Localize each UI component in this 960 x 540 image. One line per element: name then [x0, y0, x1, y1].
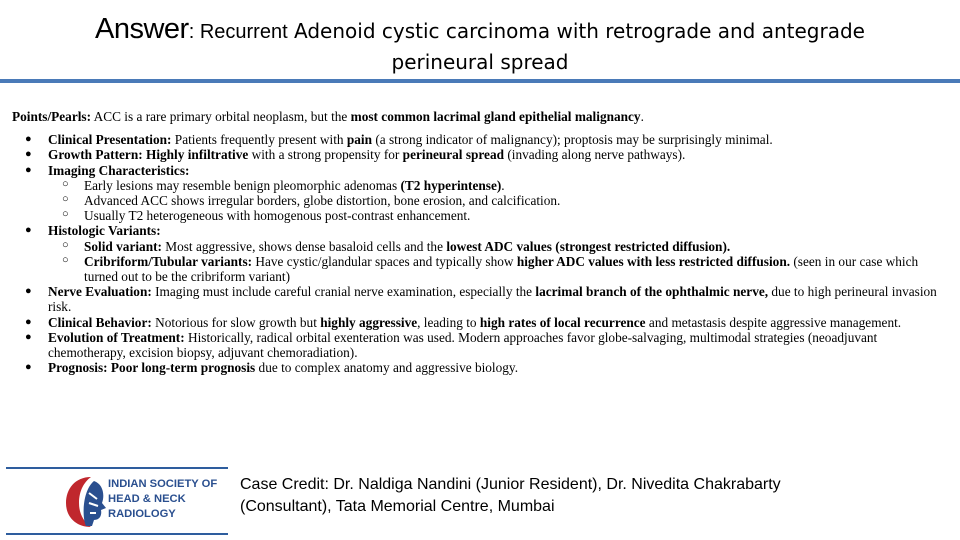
bullet-label: Evolution of Treatment: [48, 329, 185, 345]
bullet-text: Historically, radical orbital exenteration was used. Modern approaches favor globe-salvaging, multimodal strategies (neoadjuvant chemotherapy, excision biopsy, adjuvant chemoradiation). [48, 329, 878, 361]
case-credit-line-1: Case Credit: Dr. Naldiga Nandini (Junior Resident), Dr. Nivedita Chakrabarty [240, 476, 781, 493]
sub-bullet-advanced-acc [48, 193, 947, 208]
sub-bullet-bold: higher ADC values with less restricted diffusion. [516, 253, 791, 269]
intro-end: . [640, 109, 644, 124]
intro-text: ACC is a rare primary orbital neoplasm, but the [91, 109, 351, 124]
bullet-label: Growth Pattern: [48, 147, 143, 163]
bullet-dot-icon: ● [25, 148, 32, 161]
intro-paragraph [12, 109, 947, 124]
intro-bold: most common lacrimal gland epithelial malignancy [350, 109, 641, 124]
bullet-prognosis [12, 360, 947, 375]
sub-bullet-text: . [501, 177, 505, 193]
title-divider [0, 79, 960, 83]
bullet-text: (a strong indicator of malignancy); proptosis may be surprisingly minimal. [372, 132, 773, 148]
bullet-text: , leading to [417, 314, 480, 330]
case-credit-line-2: (Consultant), Tata Memorial Centre, Mumbai [240, 498, 555, 515]
sub-bullet-text: Advanced ACC shows irregular borders, globe distortion, bone erosion, and calcification. [84, 193, 561, 209]
sub-list-histologic [48, 239, 947, 285]
bullet-dot-icon: ● [25, 224, 32, 237]
sub-list-imaging [48, 178, 947, 224]
bullet-text: (invading along nerve pathways). [504, 147, 686, 163]
bullet-text: Patients frequently present with [171, 132, 347, 148]
bullet-imaging-characteristics [12, 163, 947, 224]
head-profile-logo-icon [61, 473, 107, 531]
sub-bullet-text: Usually T2 heterogeneous with homogenous post-contrast enhancement. [84, 208, 471, 224]
bullet-label: Imaging Characteristics: [48, 162, 190, 178]
bullet-clinical-behavior [12, 315, 947, 330]
bullet-bold: pain [346, 132, 373, 148]
title-rest-line1: Adenoid cystic carcinoma with retrograde and antegrade [287, 19, 865, 43]
bullet-bold: high rates of local recurrence [479, 314, 646, 330]
bullet-dot-icon: ● [25, 285, 32, 298]
society-name-line-1: INDIAN SOCIETY OF [108, 478, 218, 490]
sub-bullet-bold: lowest ADC values (strongest restricted diffusion). [446, 238, 731, 254]
sub-bullet-text: Most aggressive, shows dense basaloid cells and the [161, 238, 447, 254]
bullet-bold: Poor long-term prognosis [107, 360, 256, 376]
bullet-nerve-evaluation [12, 284, 947, 314]
bullet-text: due to complex anatomy and aggressive biology. [255, 360, 519, 376]
bullet-label: Prognosis: [48, 360, 108, 376]
bullet-label: Clinical Presentation: [48, 132, 172, 148]
title-line-2: perineural spread [391, 50, 569, 74]
society-name [108, 477, 217, 522]
bullet-bold: perineural spread [402, 147, 505, 163]
bullet-dot-icon: ● [25, 361, 32, 374]
sub-bullet-label: Cribriform/Tubular variants: [84, 253, 253, 269]
sub-bullet-t2-heterogeneous [48, 208, 947, 223]
title-recurrent: : Recurrent [188, 21, 288, 43]
bullet-dot-icon: ● [25, 330, 32, 343]
sub-bullet-text: (seen in our case which turned out to be the cribriform variant) [84, 253, 919, 285]
bullet-text: Notorious for slow growth but [151, 314, 321, 330]
sub-bullet-bold: (T2 hyperintense) [400, 177, 502, 193]
sub-bullet-circle-icon: ○ [62, 238, 69, 251]
sub-bullet-text: Early lesions may resemble benign pleomorphic adenomas [84, 177, 401, 193]
bullet-label: Nerve Evaluation: [48, 284, 152, 300]
bullet-bold: lacrimal branch of the ophthalmic nerve, [535, 284, 769, 300]
sub-bullet-circle-icon: ○ [62, 208, 69, 221]
bullet-text: with a strong propensity for [248, 147, 403, 163]
bullet-label: Clinical Behavior: [48, 314, 152, 330]
sub-bullet-label: Solid variant: [84, 238, 162, 254]
sub-bullet-solid-variant [48, 239, 947, 254]
title-line-1 [0, 14, 960, 49]
bullet-histologic-variants [12, 223, 947, 284]
sub-bullet-circle-icon: ○ [62, 193, 69, 206]
bullet-growth-pattern [12, 147, 947, 162]
sub-bullet-circle-icon: ○ [62, 253, 69, 266]
sub-bullet-early-lesions [48, 178, 947, 193]
bullet-dot-icon: ● [25, 315, 32, 328]
bullet-text: and metastasis despite aggressive management. [645, 314, 902, 330]
slide-content [12, 109, 947, 375]
bullet-clinical-presentation [12, 132, 947, 147]
bullet-bold: Highly infiltrative [142, 147, 249, 163]
society-name-line-2: HEAD & NECK [108, 493, 186, 505]
sub-bullet-circle-icon: ○ [62, 177, 69, 190]
title-answer-word: Answer [95, 13, 189, 45]
bullet-text: Imaging must include careful cranial nerve examination, especially the [151, 284, 536, 300]
bullet-dot-icon: ● [25, 133, 32, 146]
sub-bullet-cribriform-variant [48, 254, 947, 284]
bullet-bold: highly aggressive [320, 314, 418, 330]
case-credit [240, 474, 920, 518]
bullet-evolution-of-treatment [12, 330, 947, 360]
slide-title [0, 14, 960, 75]
bullet-dot-icon: ● [25, 163, 32, 176]
intro-label: Points/Pearls: [12, 109, 92, 124]
bullet-text: due to high perineural invasion risk. [48, 284, 937, 315]
sub-bullet-text: Have cystic/glandular spaces and typically show [252, 253, 517, 269]
bullet-label: Histologic Variants: [48, 223, 161, 239]
bullet-list [12, 132, 947, 375]
society-logo [6, 467, 228, 535]
society-name-line-3: RADIOLOGY [108, 508, 176, 520]
